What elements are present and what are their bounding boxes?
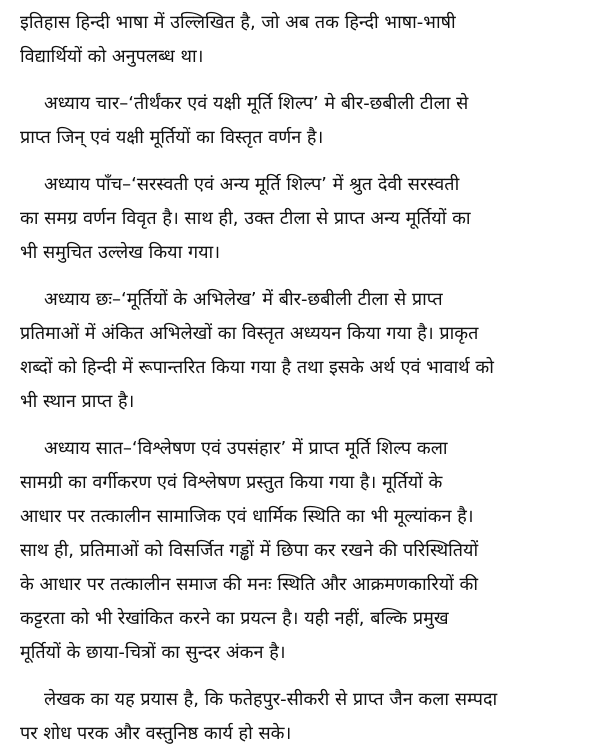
paragraph-author-intent	[20, 683, 586, 751]
paragraph-chapter-five	[20, 168, 586, 270]
paragraph-chapter-six	[20, 283, 586, 419]
paragraph-chapter-seven	[20, 432, 586, 670]
text-line: लेखक का यह प्रयास है, कि फतेहपुर-सीकरी से प्राप्त जैन कला सम्पदा	[44, 689, 498, 710]
text-line: का समग्र वर्णन विवृत है। साथ ही, उक्त टीला से प्राप्त अन्य मूर्तियों का	[20, 208, 471, 229]
text-line: प्राप्त जिन् एवं यक्षी मूर्तियों का विस्तृत वर्णन है।	[20, 127, 324, 148]
text-line: मूर्तियों के छाया-चित्रों का सुन्दर अंकन है।	[20, 642, 286, 663]
text-line: भी समुचित उल्लेख किया गया।	[20, 242, 221, 263]
text-line: सामग्री का वर्गीकरण एवं विश्लेषण प्रस्तुत किया गया है। मूर्तियों के	[20, 472, 443, 493]
text-line: विद्यार्थियों को अनुपलब्ध था।	[20, 46, 204, 67]
text-line: कट्टरता को भी रेखांकित करने का प्रयत्न है। यही नहीं, बल्कि प्रमुख	[20, 608, 449, 629]
text-line: इतिहास हिन्दी भाषा में उल्लिखित है, जो अब तक हिन्दी भाषा-भाषी	[20, 12, 456, 33]
text-line: अध्याय पाँच–‘सरस्वती एवं अन्य मूर्ति शिल्प’ में श्रुत देवी सरस्वती	[44, 174, 460, 195]
text-line: अध्याय सात–‘विश्लेषण एवं उपसंहार’ में प्राप्त मूर्ति शिल्प कला	[44, 438, 448, 459]
paragraph-intro-continuation	[20, 6, 586, 74]
text-line: अध्याय चार–‘तीर्थंकर एवं यक्षी मूर्ति शिल्प’ मे बीर-छबीली टीला से	[44, 93, 469, 114]
text-line: पर शोध परक और वस्तुनिष्ठ कार्य हो सके।	[20, 723, 292, 744]
text-line: प्रतिमाओं में अंकित अभिलेखों का विस्तृत अध्ययन किया गया है। प्राकृत	[20, 323, 479, 344]
paragraph-chapter-four	[20, 87, 586, 155]
text-line: भी स्थान प्राप्त है।	[20, 391, 135, 412]
text-line: साथ ही, प्रतिमाओं को विसर्जित गड्ढों में छिपा कर रखने की परिस्थितियों	[20, 540, 479, 561]
text-line: आधार पर तत्कालीन सामाजिक एवं धार्मिक स्थिति का भी मूल्यांकन है।	[20, 506, 474, 527]
text-line: अध्याय छः–‘मूर्तियों के अभिलेख’ में बीर-छबीली टीला से प्राप्त	[44, 289, 443, 310]
text-line: के आधार पर तत्कालीन समाज की मनः स्थिति और आक्रमणकारियों की	[20, 574, 479, 595]
text-line: शब्दों को हिन्दी में रूपान्तरित किया गया है तथा इसके अर्थ एवं भावार्थ को	[20, 357, 494, 378]
